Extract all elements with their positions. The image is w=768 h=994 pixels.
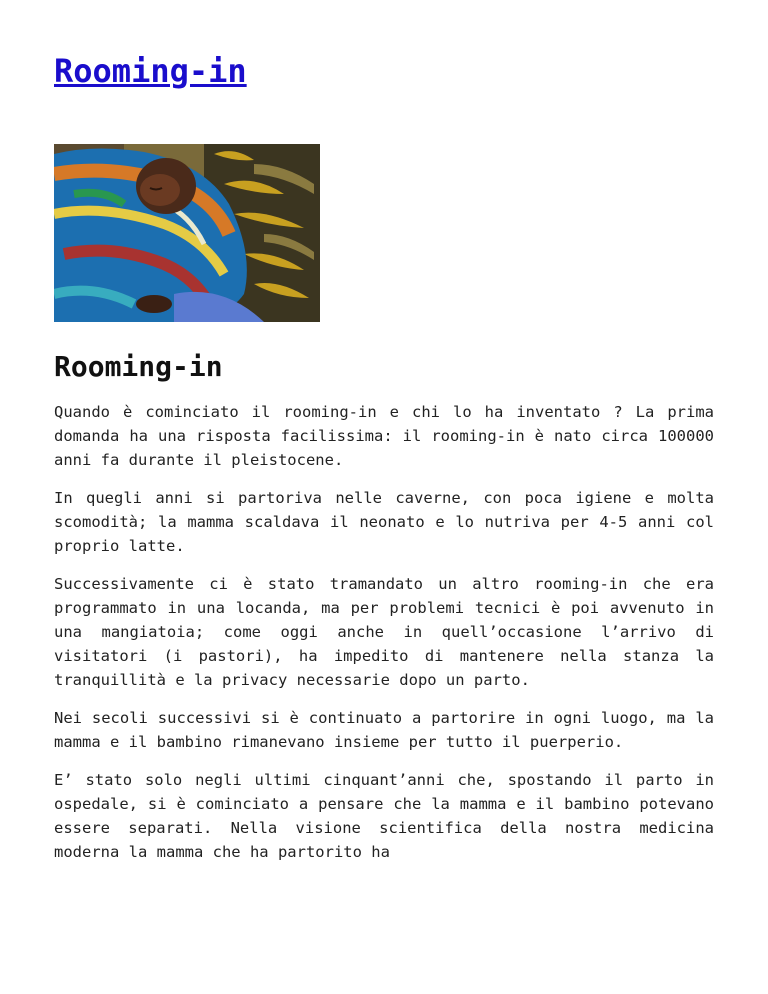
mother-carrying-baby-photo xyxy=(54,144,320,322)
article-paragraph: Quando è cominciato il rooming-in e chi lo ha inventato ? La prima domanda ha una risposta facilissima: il rooming-in è nato circa 100000 anni fa durante il pleistocene. xyxy=(54,403,714,469)
article-heading: Rooming-in xyxy=(54,350,223,383)
article-body xyxy=(54,400,714,878)
page-title-link[interactable]: Rooming-in xyxy=(54,52,247,90)
article-paragraph: Nei secoli successivi si è continuato a partorire in ogni luogo, ma la mamma e il bambino rimanevano insieme per tutto il puerperio. xyxy=(54,709,714,751)
article-paragraph: E’ stato solo negli ultimi cinquant’anni che, spostando il parto in ospedale, si è cominciato a pensare che la mamma e il bambino potevano essere separati. Nella visione scientifica della nostra medicina moderna la mamma che ha partorito ha xyxy=(54,771,714,861)
article-paragraph: In quegli anni si partoriva nelle caverne, con poca igiene e molta scomodità; la mamma scaldava il neonato e lo nutriva per 4-5 anni col proprio latte. xyxy=(54,489,714,555)
article-paragraph: Successivamente ci è stato tramandato un altro rooming-in che era programmato in una locanda, ma per problemi tecnici è poi avvenuto in una mangiatoia; come oggi anche in quell’occasione l’arrivo di visitatori (i pastori), ha impedito di mantenere nella stanza la tranquillità e la privacy necessarie dopo un parto. xyxy=(54,575,714,689)
